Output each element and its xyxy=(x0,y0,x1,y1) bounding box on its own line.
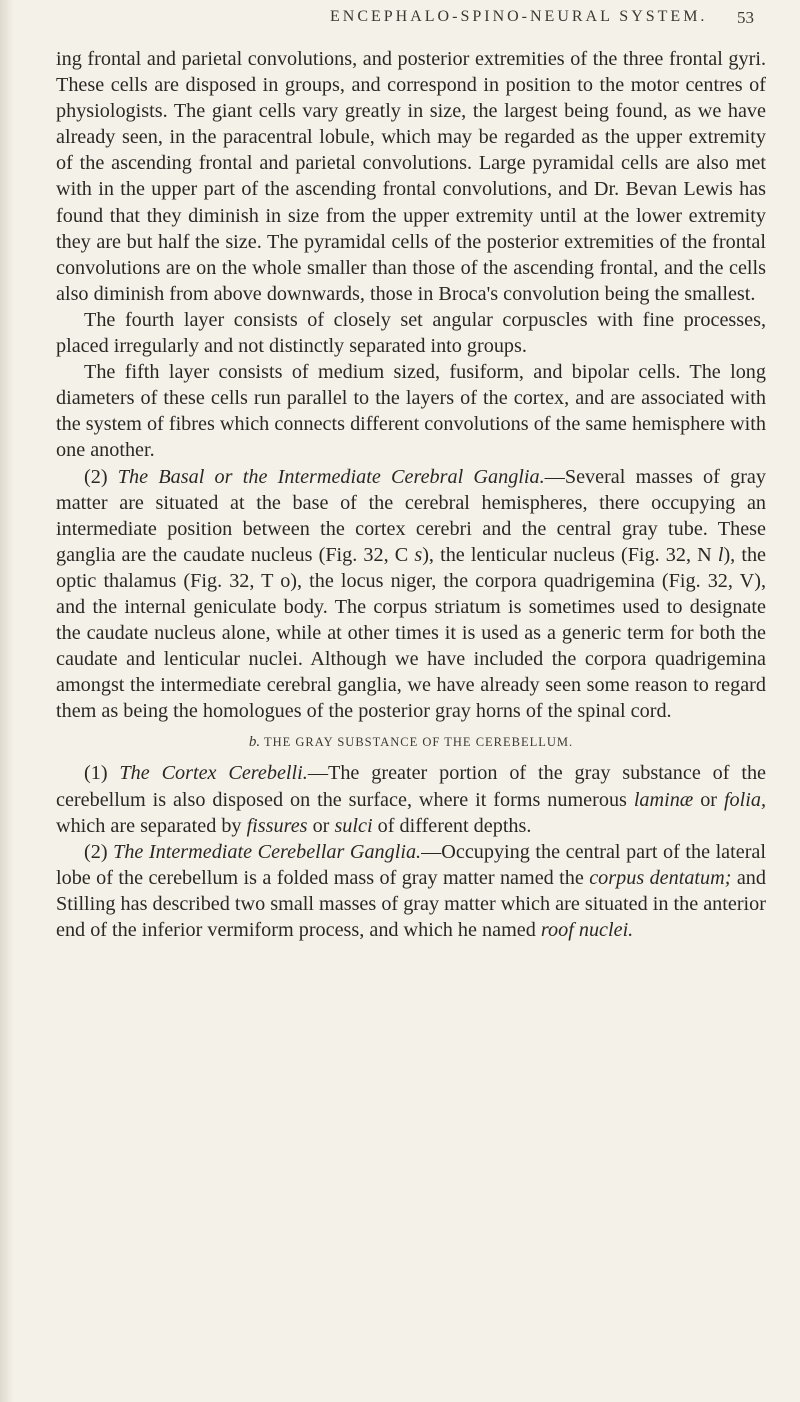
paragraph-fourth-layer xyxy=(56,307,766,359)
term-fissures: fissures xyxy=(246,814,308,837)
running-head xyxy=(0,8,800,34)
paragraph-giant-cells xyxy=(56,46,766,307)
paragraph-text: —Occupying the central part of the lateral lobe of the cerebellum is a folded mass of gray matter named the xyxy=(56,840,767,889)
figure-label-s: s xyxy=(414,543,423,566)
term-roof-nuclei: roof nuclei. xyxy=(540,919,634,941)
paragraph-title: The Basal or the Intermediate Cerebral Ganglia. xyxy=(117,465,545,488)
paragraph-text: The fourth layer consists of closely set angular corpuscles with fine processes, placed irregularly and not distinctly separated into groups. xyxy=(56,308,766,358)
paragraph-title: The Intermediate Cerebellar Ganglia. xyxy=(113,840,422,863)
section-heading xyxy=(56,732,766,752)
paragraph-text: or xyxy=(693,788,724,811)
paragraph-text: of different depths. xyxy=(372,814,532,837)
running-title: ENCEPHALO-SPINO-NEURAL SYSTEM. xyxy=(330,8,708,25)
section-letter: b. xyxy=(248,734,261,751)
paragraph-text: ), the lenticular nucleus (Fig. 32, N xyxy=(422,543,718,566)
page-number: 53 xyxy=(737,8,754,27)
paragraph-number: (1) xyxy=(84,762,108,785)
binding-shadow xyxy=(0,0,14,1402)
paragraph-fifth-layer xyxy=(56,359,766,463)
paragraph-text: —The greater portion of the gray substance of the cerebellum is also disposed on the surface, where it forms numerous xyxy=(56,762,766,811)
paragraph-basal-ganglia xyxy=(56,464,766,725)
paragraph-text: ing frontal and parietal convolutions, and posterior extremities of the three frontal gyri. These cells are disposed in groups, and correspond in position to the motor centres of physiologists. The giant cells vary greatly in size, the largest being found, as we have already seen, in the paracentral lobule, which may be regarded as the upper extremity of the ascending frontal and parietal convolutions. Large pyramidal cells are also met with in the upper part of the ascending frontal convolutions, and Dr. Bevan Lewis has found that they diminish in size from the upper extremity until at the lower extremity they are but half the size. The pyramidal cells of the posterior extremities of the frontal convolutions are on the whole smaller than those of the ascending frontal, and the cells also diminish from above downwards, those in Broca's convolution being the smallest. xyxy=(56,48,766,305)
body-text xyxy=(56,46,766,943)
term-sulci: sulci xyxy=(334,814,373,837)
term-folia: folia, xyxy=(723,788,766,811)
paragraph-number: (2) xyxy=(84,840,108,863)
figure-label-l: l xyxy=(717,543,724,566)
paragraph-text: or xyxy=(307,814,335,837)
paragraph-text: —Several masses of gray matter are situated at the base of the cerebral hemispheres, there occupying an intermediate position between the cortex cerebri and the central gray tube. These ganglia are the caudate nucleus (Fig. 32, C xyxy=(56,465,766,566)
paragraph-cortex-cerebelli xyxy=(56,760,766,838)
paragraph-text: ), the optic thalamus (Fig. 32, T o), the locus niger, the corpora quadrigemina (Fig. 32, V), and the internal geniculate body. The corpus striatum is sometimes used to designate the caudate nucleus alone, while at other times it is used as a generic term for both the caudate and lenticular nuclei. Although we have included the corpora quadrigemina amongst the intermediate cerebral ganglia, we have already seen some reason to regard them as being the homologues of the posterior gray horns of the spinal cord. xyxy=(56,543,766,723)
section-title: THE GRAY SUBSTANCE OF THE CEREBELLUM. xyxy=(263,735,574,750)
paragraph-number: (2) xyxy=(84,465,108,488)
term-corpus-dentatum: corpus dentatum; xyxy=(589,866,732,889)
paragraph-cerebellar-ganglia xyxy=(56,839,766,943)
paragraph-text: and Stilling has described two small masses of gray matter which are situated in the anterior end of the inferior vermiform process, and which he named xyxy=(56,866,766,941)
paragraph-title: The Cortex Cerebelli. xyxy=(119,762,308,785)
term-laminae: laminæ xyxy=(633,788,694,811)
paragraph-text: The fifth layer consists of medium sized, fusiform, and bipolar cells. The long diameters of these cells run parallel to the layers of the cortex, and are associated with the system of fibres which connects different convolutions of the same hemisphere with one another. xyxy=(56,361,766,462)
paragraph-text: which are separated by xyxy=(56,814,247,837)
